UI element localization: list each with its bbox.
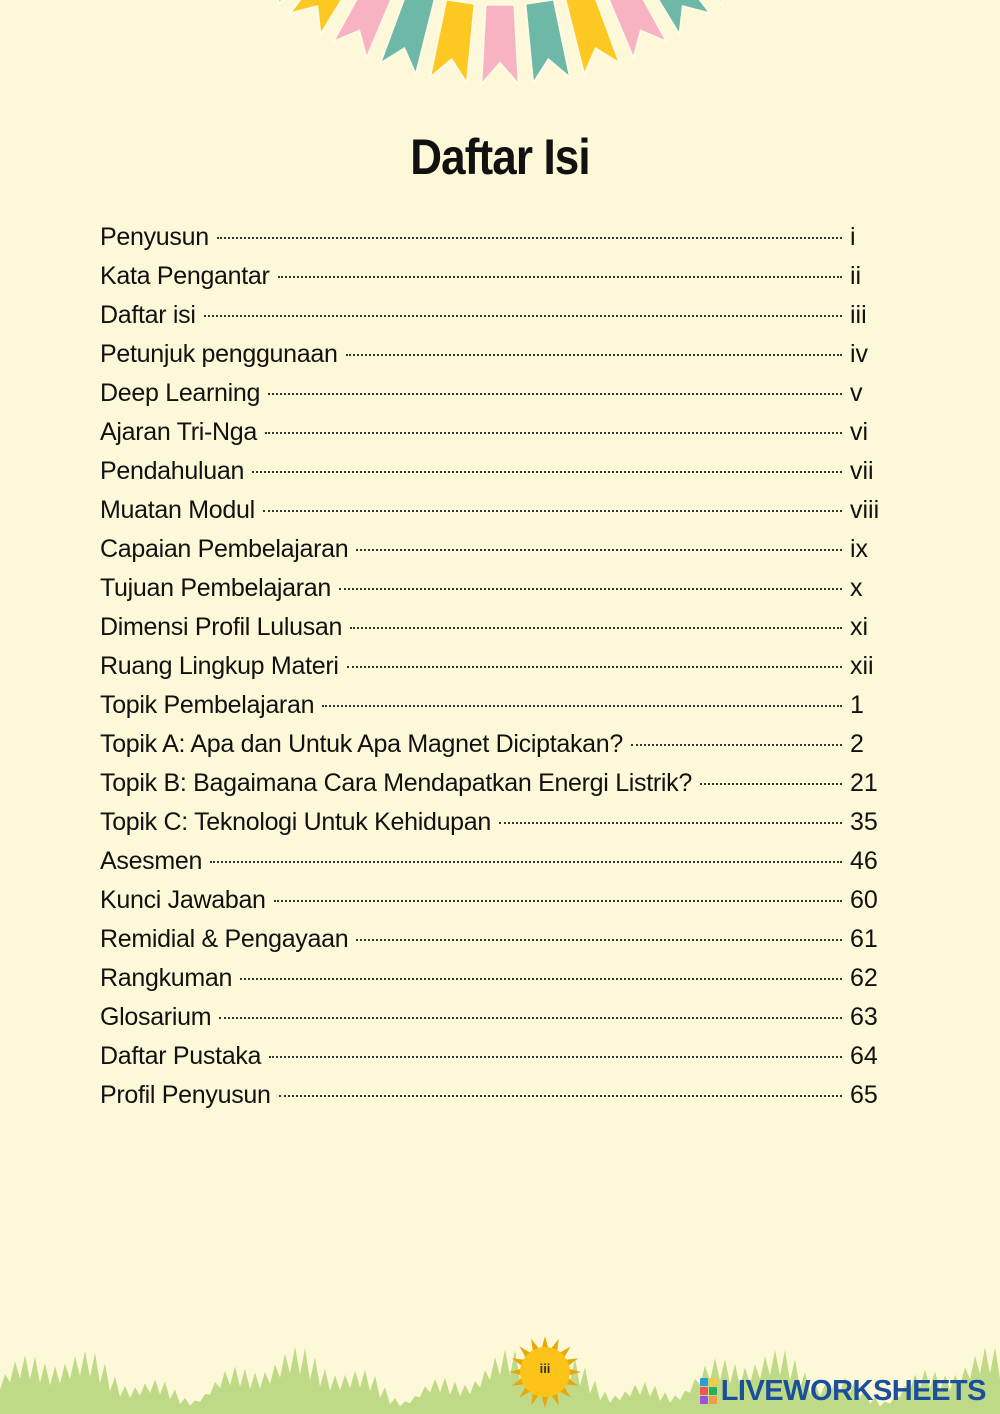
toc-leader-dots [274, 900, 842, 902]
page-number-badge [508, 1335, 582, 1409]
toc-leader-dots [204, 315, 842, 317]
toc-entry-label: Kata Pengantar [100, 262, 270, 290]
toc-leader-dots [219, 1017, 842, 1019]
liveworksheets-logo-icon [700, 1378, 717, 1404]
page-number: iii [539, 1361, 551, 1376]
toc-entry-label: Remidial & Pengayaan [100, 925, 349, 953]
toc-entry-label: Daftar Pustaka [100, 1042, 262, 1070]
toc-leader-dots [278, 276, 842, 278]
toc-entry-page: 63 [850, 1003, 878, 1031]
toc-entry [100, 413, 880, 452]
bunting-flag [430, 0, 475, 83]
toc-entry [100, 881, 880, 920]
toc-leader-dots [269, 1056, 842, 1058]
toc-entry-label: Ruang Lingkup Materi [100, 652, 339, 680]
toc-entry-page: iv [850, 340, 869, 368]
toc-entry [100, 335, 880, 374]
toc-entry-page: xi [850, 613, 869, 641]
toc-entry-page: 65 [850, 1081, 878, 1109]
toc-entry-page: 21 [850, 769, 878, 797]
toc-entry [100, 452, 880, 491]
toc-entry-label: Penyusun [100, 223, 209, 251]
toc-entry [100, 530, 880, 569]
toc-leader-dots [631, 744, 842, 746]
toc-entry [100, 959, 880, 998]
toc-entry [100, 725, 880, 764]
toc-entry-page: 60 [850, 886, 878, 914]
table-of-contents [100, 218, 880, 1115]
toc-entry-page: xii [850, 652, 874, 680]
liveworksheets-watermark [700, 1376, 986, 1406]
toc-leader-dots [240, 978, 842, 980]
toc-entry [100, 764, 880, 803]
toc-entry-label: Tujuan Pembelajaran [100, 574, 332, 602]
toc-entry [100, 608, 880, 647]
toc-entry-page: 61 [850, 925, 878, 953]
toc-entry-page: ii [850, 262, 862, 290]
toc-entry-label: Asesmen [100, 847, 203, 875]
toc-entry-label: Rangkuman [100, 964, 233, 992]
toc-entry-page: 1 [850, 691, 864, 719]
toc-leader-dots [322, 705, 842, 707]
toc-leader-dots [347, 666, 842, 668]
toc-entry [100, 569, 880, 608]
toc-entry [100, 296, 880, 335]
toc-entry [100, 1076, 880, 1115]
toc-entry-page: iii [850, 301, 867, 329]
toc-leader-dots [279, 1095, 842, 1097]
toc-leader-dots [217, 237, 842, 239]
toc-entry [100, 491, 880, 530]
toc-entry-label: Topik Pembelajaran [100, 691, 315, 719]
toc-leader-dots [350, 627, 842, 629]
toc-entry-page: vii [850, 457, 874, 485]
toc-entry-label: Deep Learning [100, 379, 261, 407]
toc-entry [100, 920, 880, 959]
toc-entry [100, 998, 880, 1037]
toc-entry-label: Daftar isi [100, 301, 196, 329]
bunting-flag [525, 0, 570, 83]
bunting-flag [565, 0, 620, 75]
toc-entry-page: vi [850, 418, 869, 446]
toc-leader-dots [346, 354, 842, 356]
toc-entry-page: x [850, 574, 863, 602]
toc-entry-label: Topik A: Apa dan Untuk Apa Magnet Diciptakan? [100, 730, 623, 758]
toc-leader-dots [210, 861, 842, 863]
toc-entry-page: v [850, 379, 863, 407]
toc-entry-page: ix [850, 535, 869, 563]
toc-entry [100, 686, 880, 725]
toc-leader-dots [252, 471, 842, 473]
toc-entry-label: Petunjuk penggunaan [100, 340, 338, 368]
toc-entry [100, 1037, 880, 1076]
toc-leader-dots [265, 432, 842, 434]
toc-entry-page: 2 [850, 730, 864, 758]
toc-entry-label: Kunci Jawaban [100, 886, 266, 914]
toc-entry-label: Topik B: Bagaimana Cara Mendapatkan Energi Listrik? [100, 769, 692, 797]
toc-entry-label: Pendahuluan [100, 457, 245, 485]
toc-entry-page: 46 [850, 847, 878, 875]
toc-leader-dots [700, 783, 842, 785]
toc-entry-label: Profil Penyusun [100, 1081, 271, 1109]
bunting-decoration [0, 0, 1000, 95]
toc-entry-page: viii [850, 496, 880, 524]
toc-entry-label: Capaian Pembelajaran [100, 535, 349, 563]
toc-entry-label: Glosarium [100, 1003, 212, 1031]
toc-leader-dots [499, 822, 842, 824]
toc-entry-page: 64 [850, 1042, 878, 1070]
toc-entry [100, 257, 880, 296]
toc-entry [100, 842, 880, 881]
toc-leader-dots [263, 510, 842, 512]
toc-leader-dots [339, 588, 842, 590]
toc-leader-dots [356, 939, 842, 941]
watermark-text: LIVEWORKSHEETS [720, 1374, 986, 1407]
toc-leader-dots [356, 549, 842, 551]
toc-entry [100, 803, 880, 842]
toc-entry-page: 35 [850, 808, 878, 836]
bunting-flag [481, 5, 518, 85]
toc-entry [100, 218, 880, 257]
bunting-flag [380, 0, 435, 75]
toc-entry-page: 62 [850, 964, 878, 992]
toc-entry-label: Topik C: Teknologi Untuk Kehidupan [100, 808, 491, 836]
toc-leader-dots [268, 393, 842, 395]
toc-entry [100, 374, 880, 413]
toc-entry-label: Ajaran Tri-Nga [100, 418, 257, 446]
toc-entry [100, 647, 880, 686]
toc-entry-label: Muatan Modul [100, 496, 255, 524]
toc-entry-label: Dimensi Profil Lulusan [100, 613, 343, 641]
page-title: Daftar Isi [410, 129, 590, 185]
toc-entry-page: i [850, 223, 856, 251]
